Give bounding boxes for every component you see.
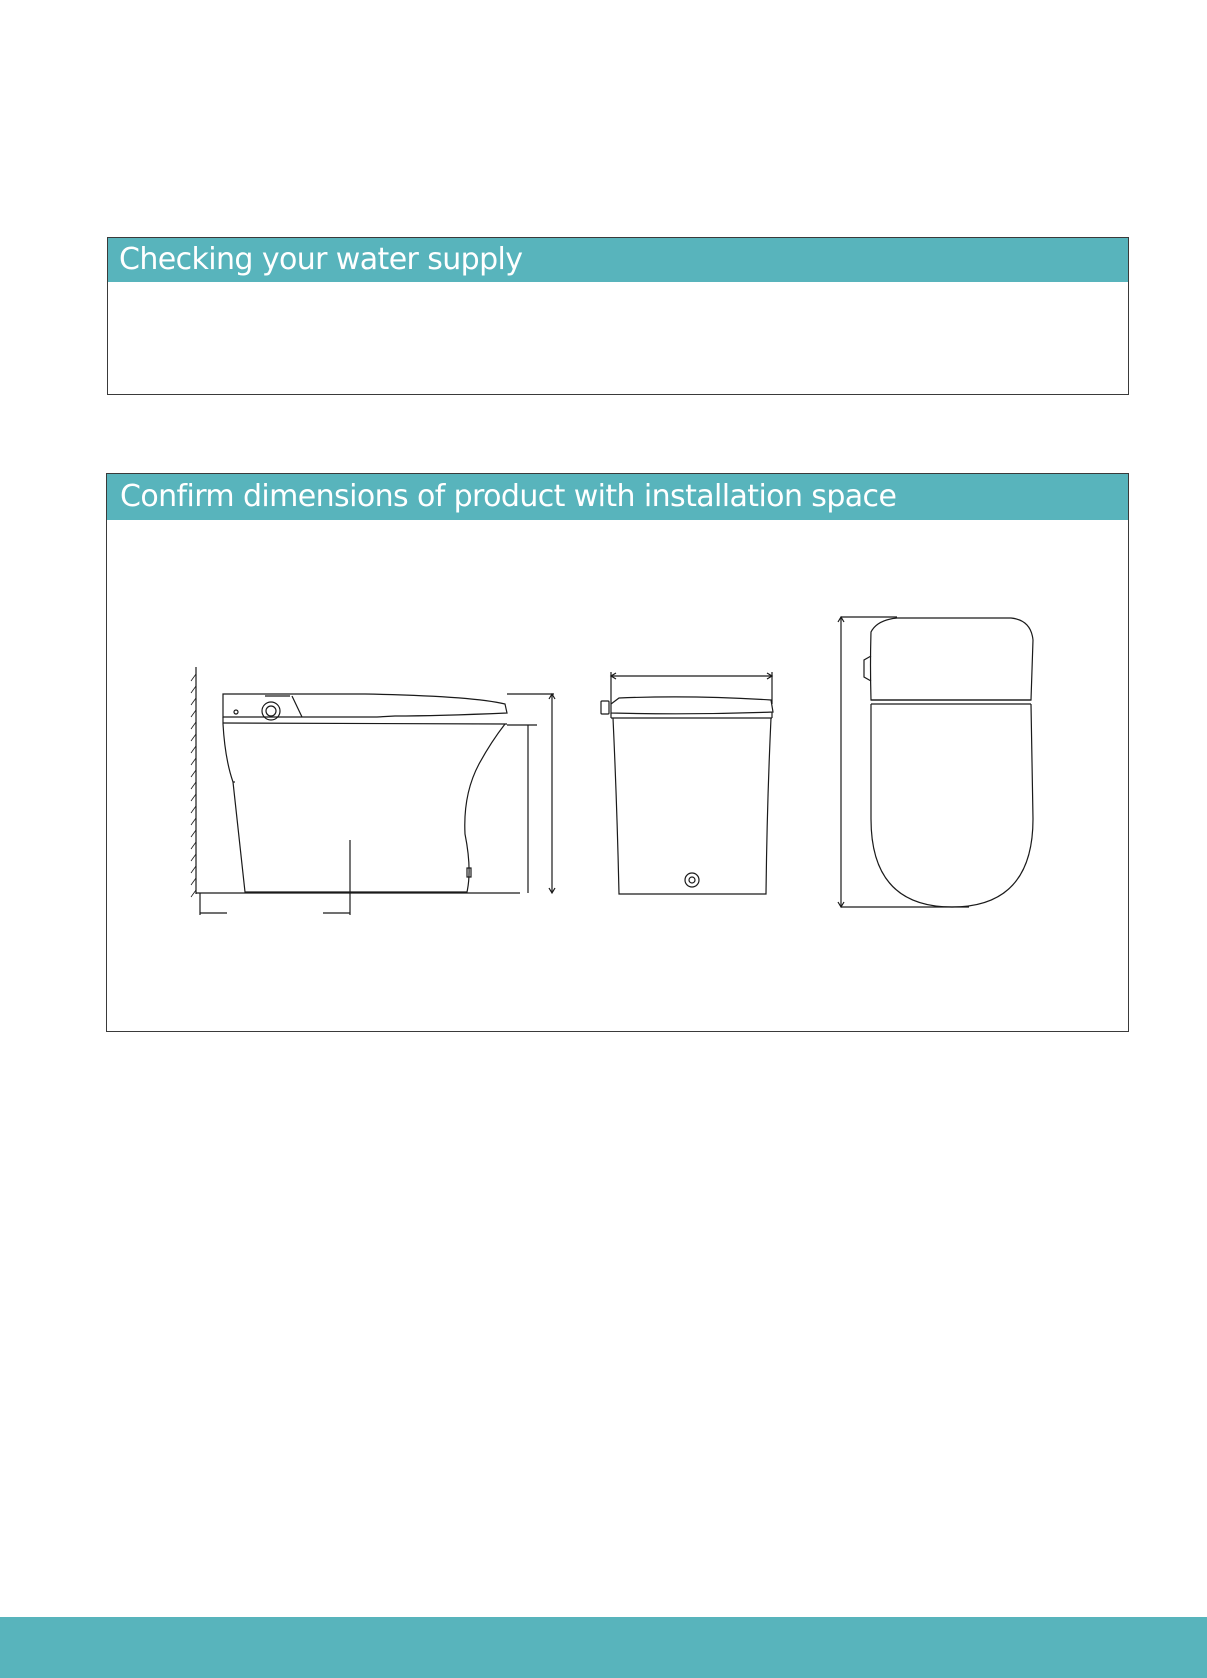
side-seat-line xyxy=(223,723,507,724)
toilet-side-view-icon xyxy=(191,667,555,915)
top-bowl xyxy=(871,704,1033,907)
wall-hatching xyxy=(191,674,196,897)
side-lid xyxy=(223,694,507,717)
side-body xyxy=(223,724,505,892)
toilet-top-view-icon xyxy=(838,617,1033,907)
front-lid xyxy=(611,697,773,714)
product-dimension-drawings xyxy=(107,474,1128,1031)
front-inlet xyxy=(685,873,699,887)
dimensions-heading: Confirm dimensions of product with installation space xyxy=(107,474,1128,520)
side-lid-hinge xyxy=(292,696,302,717)
water-supply-section xyxy=(107,237,1129,395)
front-side-button xyxy=(601,701,609,714)
top-lid xyxy=(871,618,1034,700)
front-body xyxy=(613,718,771,894)
footer-band xyxy=(0,1617,1207,1678)
dimensions-section xyxy=(106,473,1129,1032)
toilet-front-view-icon xyxy=(601,672,773,894)
water-supply-heading: Checking your water supply xyxy=(108,238,1128,282)
side-sensor-dot xyxy=(234,710,238,714)
side-knob-inner xyxy=(266,706,276,716)
front-inlet-inner xyxy=(689,877,695,883)
